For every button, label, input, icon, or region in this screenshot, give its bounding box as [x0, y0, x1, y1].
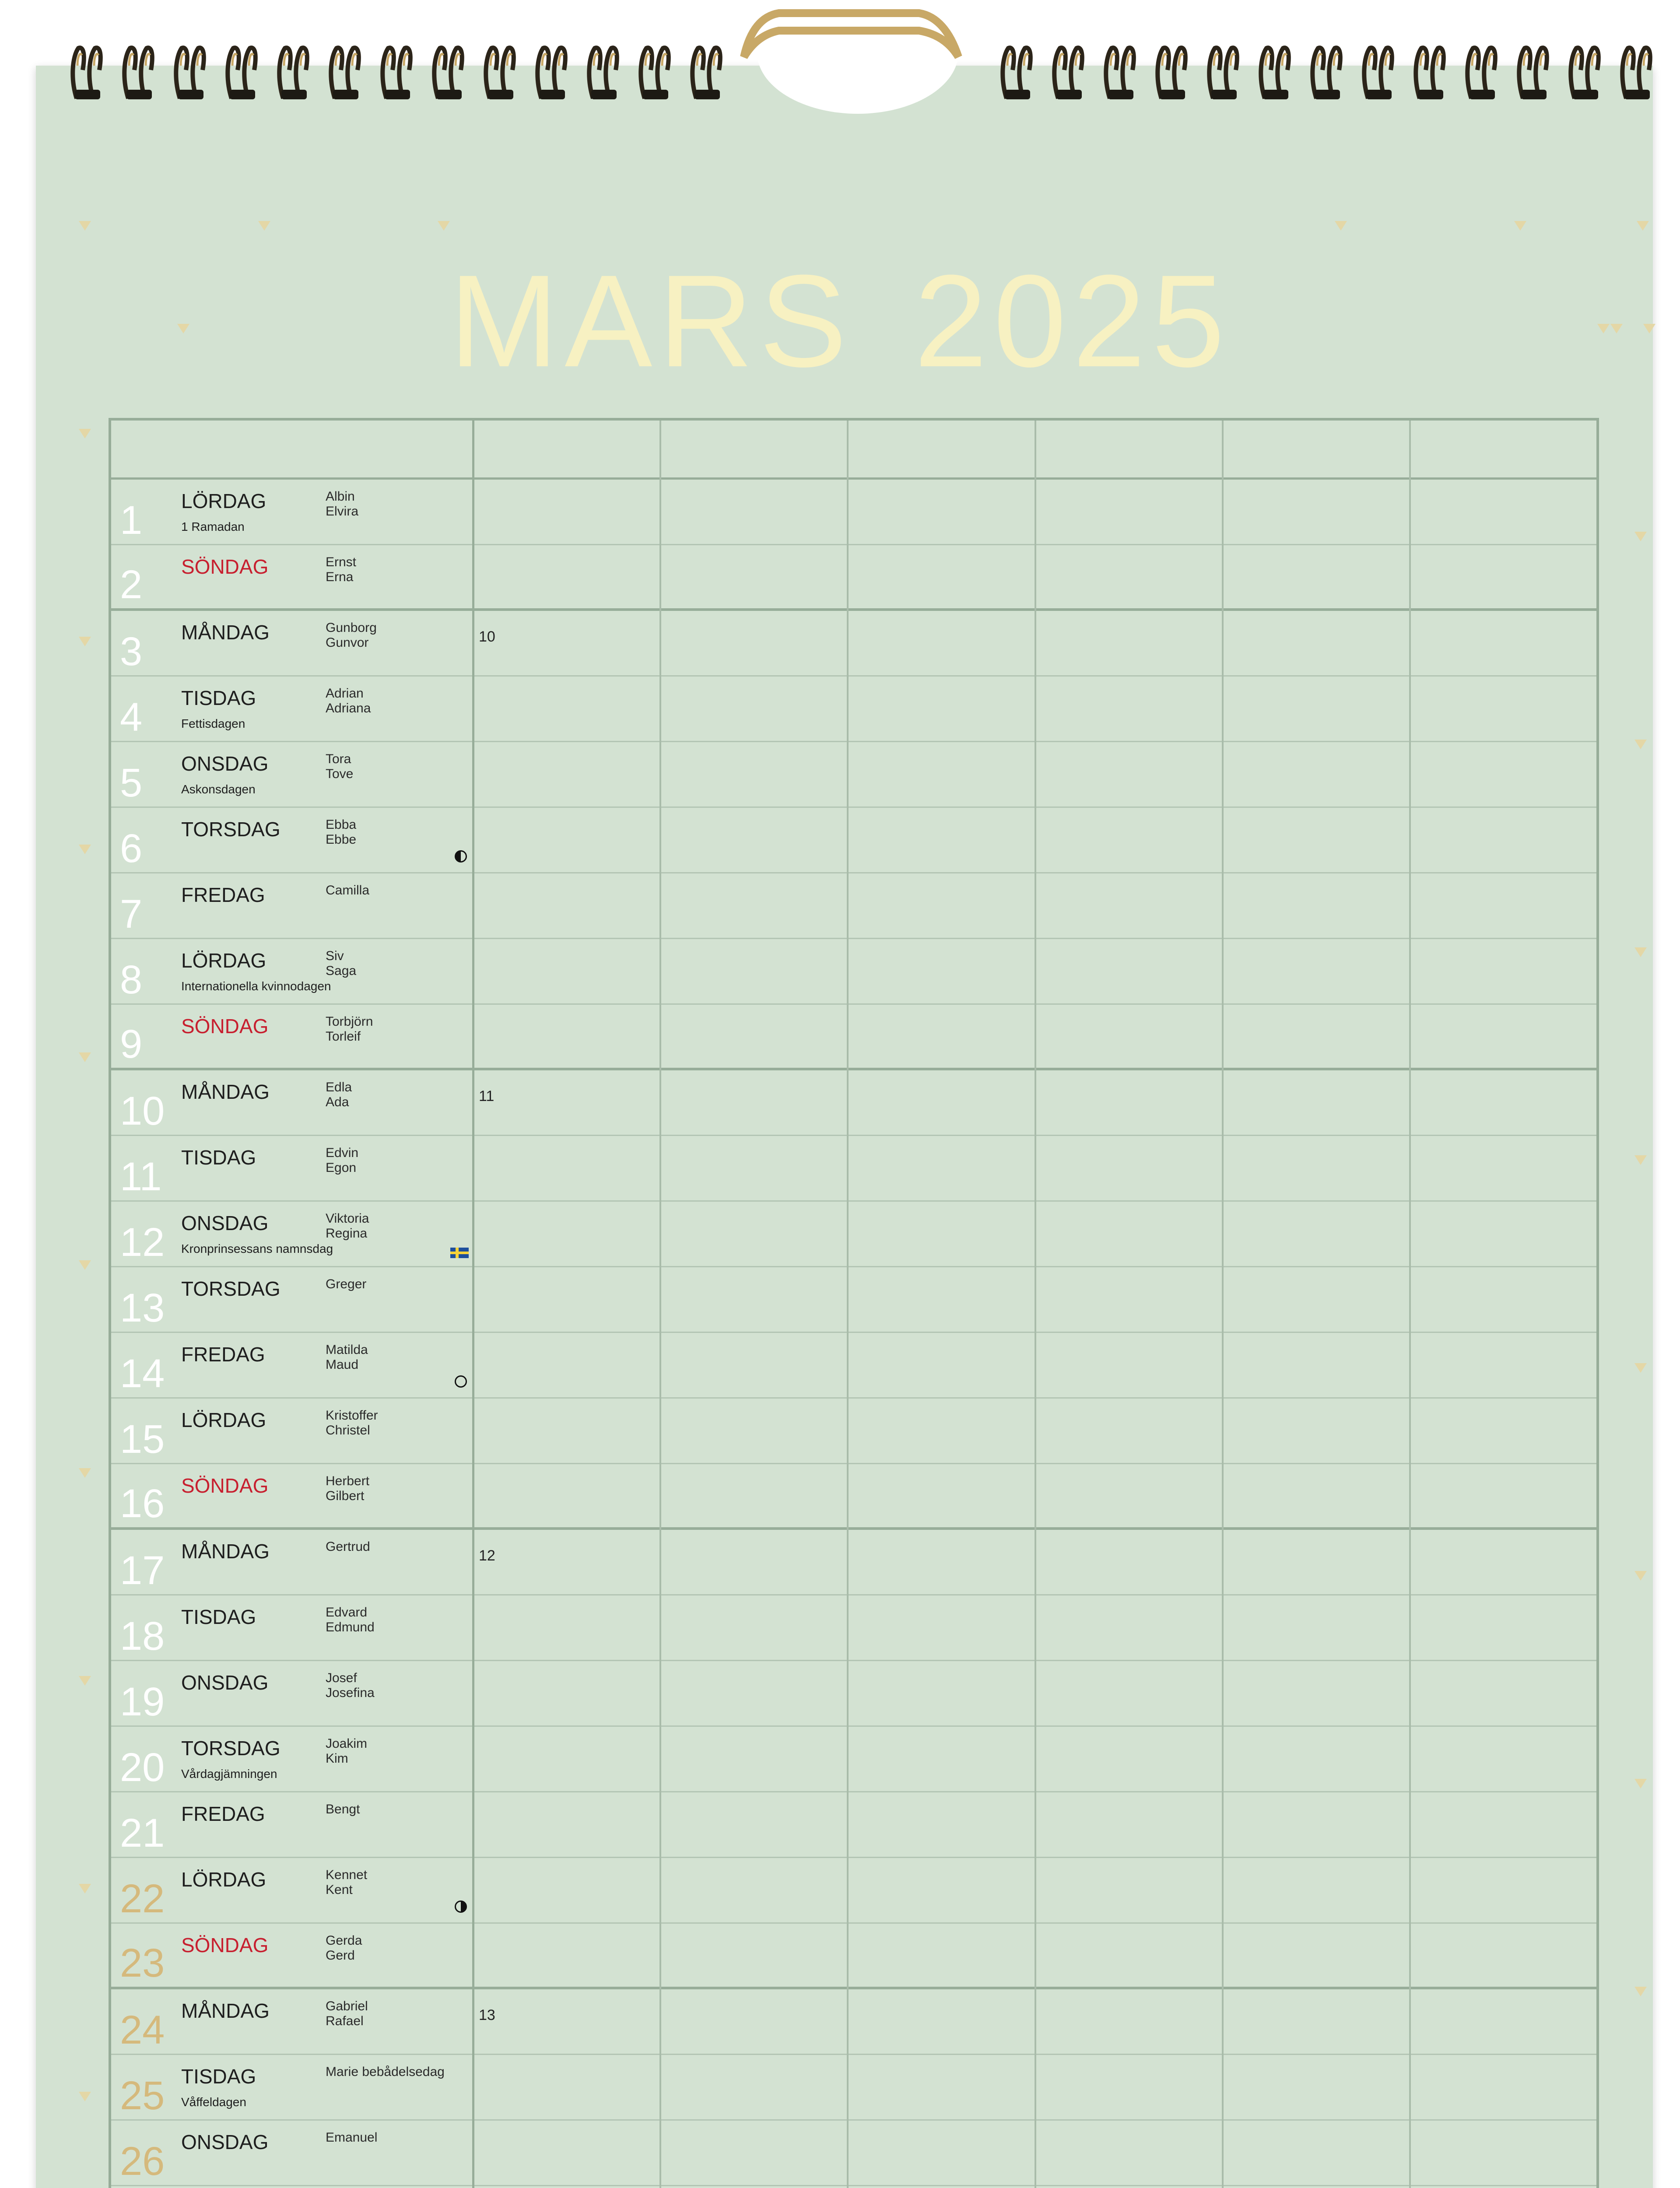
binding-ring-highlight — [232, 54, 237, 66]
binding-ring-highlight — [594, 54, 598, 66]
member-column-divider — [1222, 421, 1224, 2188]
day-row — [111, 480, 1596, 545]
name-day-list — [326, 1999, 368, 2029]
name-day-list — [326, 1605, 375, 1635]
week-number: 12 — [479, 1547, 495, 1564]
day-row — [111, 1005, 1596, 1070]
day-number: 4 — [120, 695, 143, 740]
name-day: Josef — [326, 1671, 357, 1685]
weekday-label: TISDAG — [181, 1146, 256, 1169]
name-day-list — [326, 1736, 367, 1766]
name-day: Camilla — [326, 883, 370, 898]
day-number: 6 — [120, 826, 143, 871]
binding-ring-highlight — [1214, 54, 1218, 66]
name-day: Adriana — [326, 701, 371, 715]
day-row — [111, 2055, 1596, 2121]
header-row — [111, 421, 1596, 480]
binding-hole — [385, 90, 410, 99]
day-number: 8 — [120, 957, 143, 1002]
name-day-list — [326, 752, 353, 782]
binding-hole — [591, 90, 617, 99]
binding-hole — [75, 90, 100, 99]
weekday-label: ONSDAG — [181, 752, 269, 775]
binding-hole — [1005, 90, 1030, 99]
name-day: Gunborg — [326, 621, 377, 635]
name-day: Adrian — [326, 686, 364, 701]
day-row — [111, 1989, 1596, 2055]
binding-ring-highlight — [1540, 54, 1545, 66]
name-day: Albin — [326, 489, 355, 504]
binding-ring-highlight — [1162, 54, 1167, 66]
day-number: 12 — [120, 1220, 165, 1265]
name-day-list — [326, 1933, 362, 1963]
day-number: 2 — [120, 562, 143, 607]
day-row — [111, 1595, 1596, 1661]
name-day: Gertrud — [326, 1539, 370, 1554]
name-day: Torleif — [326, 1029, 361, 1044]
binding-ring-highlight — [1524, 54, 1528, 66]
holiday-label: Våffeldagen — [181, 2095, 246, 2109]
binding-ring-highlight — [1076, 54, 1080, 66]
binding-ring-highlight — [77, 54, 82, 66]
binding-ring-highlight — [1111, 54, 1115, 66]
binding-ring-highlight — [697, 54, 701, 66]
weekday-label: SÖNDAG — [181, 1934, 269, 1957]
binding-ring-highlight — [404, 54, 408, 66]
day-number: 25 — [120, 2073, 165, 2118]
name-day: Joakim — [326, 1736, 368, 1751]
binding-hole — [281, 90, 307, 99]
day-row — [111, 1399, 1596, 1464]
binding-ring-highlight — [1282, 54, 1287, 66]
name-day: Edmund — [326, 1620, 375, 1634]
name-day-list — [326, 2065, 445, 2079]
name-day: Gilbert — [326, 1489, 365, 1503]
member-column-divider — [1035, 421, 1036, 2188]
moon-phase-icon — [455, 1900, 467, 1913]
binding-hole — [1211, 90, 1237, 99]
name-day: Bengt — [326, 1802, 360, 1816]
day-number: 11 — [120, 1154, 162, 1199]
day-row — [111, 677, 1596, 742]
binding-hole — [1366, 90, 1392, 99]
binding-ring-highlight — [1385, 54, 1390, 66]
weekday-label: ONSDAG — [181, 1671, 269, 1694]
weekday-label: FREDAG — [181, 884, 265, 906]
flag-day-icon — [450, 1248, 469, 1258]
weekday-label: MÅNDAG — [181, 1080, 270, 1103]
day-number: 22 — [120, 1876, 165, 1921]
binding-hole — [333, 90, 358, 99]
day-row — [111, 1858, 1596, 1924]
moon-phase-icon — [455, 1375, 467, 1388]
weekday-label: LÖRDAG — [181, 1409, 267, 1431]
binding-ring-highlight — [1024, 54, 1028, 66]
name-day: Marie bebådelsedag — [326, 2065, 445, 2079]
day-number: 26 — [120, 2139, 165, 2184]
binding-hole — [1160, 90, 1185, 99]
weekday-label: TISDAG — [181, 1606, 256, 1628]
day-number: 10 — [120, 1089, 165, 1133]
weekday-label: TORSDAG — [181, 1737, 281, 1760]
day-row — [111, 1136, 1596, 1202]
name-day: Greger — [326, 1277, 367, 1291]
day-number: 7 — [120, 892, 143, 936]
name-day: Edla — [326, 1080, 352, 1094]
binding-ring-highlight — [1369, 54, 1373, 66]
binding-ring-highlight — [1420, 54, 1425, 66]
weekday-label: ONSDAG — [181, 2131, 269, 2153]
month-title: MARS — [449, 247, 853, 394]
binding-ring-highlight — [439, 54, 443, 66]
weekday-label: MÅNDAG — [181, 1999, 270, 2022]
binding-ring-highlight — [714, 54, 718, 66]
weekday-label: TISDAG — [181, 687, 256, 709]
binding-ring-highlight — [197, 54, 202, 66]
name-day: Erna — [326, 570, 354, 584]
name-day: Siv — [326, 949, 344, 963]
year-title: 2025 — [914, 247, 1231, 394]
day-row — [111, 1070, 1596, 1136]
binding-ring-highlight — [387, 54, 392, 66]
name-day: Egon — [326, 1161, 357, 1175]
name-day: Emanuel — [326, 2130, 378, 2145]
day-number: 15 — [120, 1417, 165, 1462]
binding-ring-highlight — [1317, 54, 1322, 66]
weekday-label: ONSDAG — [181, 1212, 269, 1234]
name-day: Kim — [326, 1751, 348, 1766]
weekday-label: FREDAG — [181, 1802, 265, 1825]
day-number: 19 — [120, 1680, 165, 1724]
name-day: Edvard — [326, 1605, 368, 1620]
binding-hole — [694, 90, 720, 99]
binding-ring-highlight — [1179, 54, 1183, 66]
day-number: 20 — [120, 1745, 165, 1790]
name-day: Saga — [326, 964, 357, 978]
name-day: Kent — [326, 1883, 353, 1897]
name-day-list — [326, 555, 356, 585]
holiday-label: Askonsdagen — [181, 782, 256, 796]
weekday-label: LÖRDAG — [181, 949, 267, 972]
spiral-binding — [0, 0, 1680, 114]
binding-ring-highlight — [1489, 54, 1493, 66]
binding-ring-highlight — [645, 54, 650, 66]
binding-hole — [126, 90, 152, 99]
member-column-divider — [659, 421, 661, 2188]
name-day-list — [326, 1868, 367, 1897]
name-day: Gerd — [326, 1948, 355, 1963]
name-day-list — [326, 1474, 369, 1504]
name-day: Edvin — [326, 1146, 359, 1160]
weekday-label: SÖNDAG — [181, 1015, 269, 1038]
name-day: Ebba — [326, 817, 357, 832]
hanger-hook — [744, 13, 958, 57]
day-number: 3 — [120, 629, 143, 674]
binding-ring-highlight — [1627, 54, 1631, 66]
day-row — [111, 611, 1596, 677]
day-number: 23 — [120, 1941, 165, 1985]
name-day-list — [326, 621, 377, 650]
binding-hole — [1521, 90, 1547, 99]
binding-ring-highlight — [1644, 54, 1648, 66]
binding-hole — [1573, 90, 1598, 99]
binding-ring-highlight — [284, 54, 288, 66]
weekday-label: LÖRDAG — [181, 490, 267, 512]
binding-ring-highlight — [507, 54, 512, 66]
name-day-list — [326, 949, 356, 978]
binding-hole — [1624, 90, 1650, 99]
weekday-label: MÅNDAG — [181, 1540, 270, 1563]
binding-hole — [540, 90, 565, 99]
binding-ring-highlight — [146, 54, 150, 66]
day-number: 17 — [120, 1548, 165, 1593]
name-day-list — [326, 1802, 360, 1817]
member-column-divider — [1409, 421, 1411, 2188]
day-row — [111, 1267, 1596, 1333]
name-day-list — [326, 1146, 358, 1175]
holiday-label: Fettisdagen — [181, 717, 246, 730]
week-number: 13 — [479, 2007, 495, 2023]
day-number: 14 — [120, 1351, 165, 1396]
name-day: Viktoria — [326, 1211, 369, 1226]
day-number: 21 — [120, 1811, 165, 1855]
name-day: Rafael — [326, 2014, 364, 2028]
name-day: Christel — [326, 1423, 370, 1438]
week-number: 11 — [479, 1088, 495, 1105]
name-day-list — [326, 489, 358, 519]
day-row — [111, 1727, 1596, 1792]
weekday-label: FREDAG — [181, 1343, 265, 1366]
binding-ring-highlight — [1334, 54, 1338, 66]
binding-ring-highlight — [542, 54, 547, 66]
name-day: Gerda — [326, 1933, 362, 1948]
day-row — [111, 808, 1596, 873]
name-day: Tove — [326, 767, 354, 781]
binding-ring-highlight — [491, 54, 495, 66]
binding-ring-highlight — [662, 54, 666, 66]
weekday-label: TORSDAG — [181, 1277, 281, 1300]
name-day: Josefina — [326, 1686, 375, 1700]
name-day: Tora — [326, 752, 351, 766]
binding-ring-highlight — [249, 54, 253, 66]
week-number: 10 — [479, 628, 495, 645]
day-number: 1 — [120, 498, 143, 543]
binding-ring-highlight — [336, 54, 340, 66]
day-number: 16 — [120, 1481, 165, 1526]
weekday-label: SÖNDAG — [181, 1474, 269, 1497]
name-day: Torbjörn — [326, 1014, 373, 1029]
binding-ring-highlight — [456, 54, 460, 66]
binding-hole — [1315, 90, 1340, 99]
page-title — [0, 245, 1680, 396]
name-day: Gunvor — [326, 635, 369, 650]
member-column-divider — [847, 421, 849, 2188]
name-day-list — [326, 1539, 370, 1554]
binding-ring-highlight — [301, 54, 305, 66]
binding-ring-highlight — [352, 54, 357, 66]
name-day: Ernst — [326, 555, 357, 569]
day-number: 18 — [120, 1614, 165, 1659]
binding-ring-highlight — [559, 54, 563, 66]
name-day-list — [326, 883, 369, 898]
binding-ring-highlight — [1437, 54, 1442, 66]
day-row — [111, 2186, 1596, 2188]
binding-ring-highlight — [610, 54, 615, 66]
day-row — [111, 873, 1596, 939]
weekday-label: TORSDAG — [181, 818, 281, 841]
member-column-divider — [472, 421, 474, 2188]
name-day-list — [326, 1080, 352, 1110]
weekday-label: MÅNDAG — [181, 621, 270, 644]
binding-hole — [1263, 90, 1288, 99]
name-day-list — [326, 1343, 368, 1372]
name-day-list — [326, 1014, 373, 1044]
name-day: Elvira — [326, 504, 359, 519]
day-row — [111, 1464, 1596, 1530]
day-row — [111, 1792, 1596, 1858]
name-day: Gabriel — [326, 1999, 368, 2013]
binding-hole — [178, 90, 203, 99]
name-day-list — [326, 1277, 366, 1292]
name-day-list — [326, 2130, 377, 2145]
binding-ring-highlight — [1592, 54, 1596, 66]
day-row — [111, 939, 1596, 1005]
weekday-label: SÖNDAG — [181, 555, 269, 578]
binding-hole — [1470, 90, 1495, 99]
day-number: 13 — [120, 1286, 165, 1330]
binding-ring-highlight — [129, 54, 133, 66]
name-day-list — [326, 686, 371, 716]
binding-ring-highlight — [1007, 54, 1012, 66]
day-row — [111, 1924, 1596, 1989]
day-row — [111, 1202, 1596, 1267]
day-row — [111, 545, 1596, 611]
moon-phase-icon — [455, 850, 467, 863]
binding-ring-highlight — [1059, 54, 1063, 66]
name-day-list — [326, 1211, 369, 1241]
day-row — [111, 1661, 1596, 1727]
name-day: Herbert — [326, 1474, 370, 1488]
day-row — [111, 1530, 1596, 1595]
binding-hole — [230, 90, 255, 99]
binding-hole — [643, 90, 668, 99]
binding-ring-highlight — [94, 54, 98, 66]
binding-ring-highlight — [181, 54, 185, 66]
binding-ring-highlight — [1266, 54, 1270, 66]
name-day: Regina — [326, 1226, 368, 1241]
binding-ring-highlight — [1472, 54, 1477, 66]
day-row — [111, 742, 1596, 808]
name-day: Maud — [326, 1357, 359, 1372]
day-number: 24 — [120, 2008, 165, 2052]
day-number: 5 — [120, 761, 143, 805]
binding-hole — [488, 90, 513, 99]
name-day: Matilda — [326, 1343, 368, 1357]
binding-hole — [1108, 90, 1133, 99]
day-row — [111, 1333, 1596, 1399]
binding-hole — [1056, 90, 1082, 99]
weekday-label: LÖRDAG — [181, 1868, 267, 1891]
binding-hole — [436, 90, 462, 99]
name-day-list — [326, 1671, 375, 1701]
binding-hole — [1418, 90, 1443, 99]
name-day-list — [326, 1408, 378, 1438]
holiday-label: Kronprinsessans namnsdag — [181, 1242, 333, 1255]
binding-ring-highlight — [1127, 54, 1132, 66]
holiday-label: Internationella kvinnodagen — [181, 979, 331, 993]
binding-ring-highlight — [1575, 54, 1580, 66]
name-day: Kennet — [326, 1868, 368, 1882]
name-day-list — [326, 817, 356, 847]
day-number: 9 — [120, 1022, 143, 1066]
binding-ring-highlight — [1231, 54, 1235, 66]
family-calendar-grid — [109, 418, 1599, 2188]
weekday-label: TISDAG — [181, 2065, 256, 2088]
day-row — [111, 2121, 1596, 2186]
name-day: Ebbe — [326, 832, 357, 847]
name-day: Ada — [326, 1095, 349, 1109]
holiday-label: 1 Ramadan — [181, 520, 245, 533]
holiday-label: Vårdagjämningen — [181, 1767, 277, 1781]
name-day: Kristoffer — [326, 1408, 378, 1423]
